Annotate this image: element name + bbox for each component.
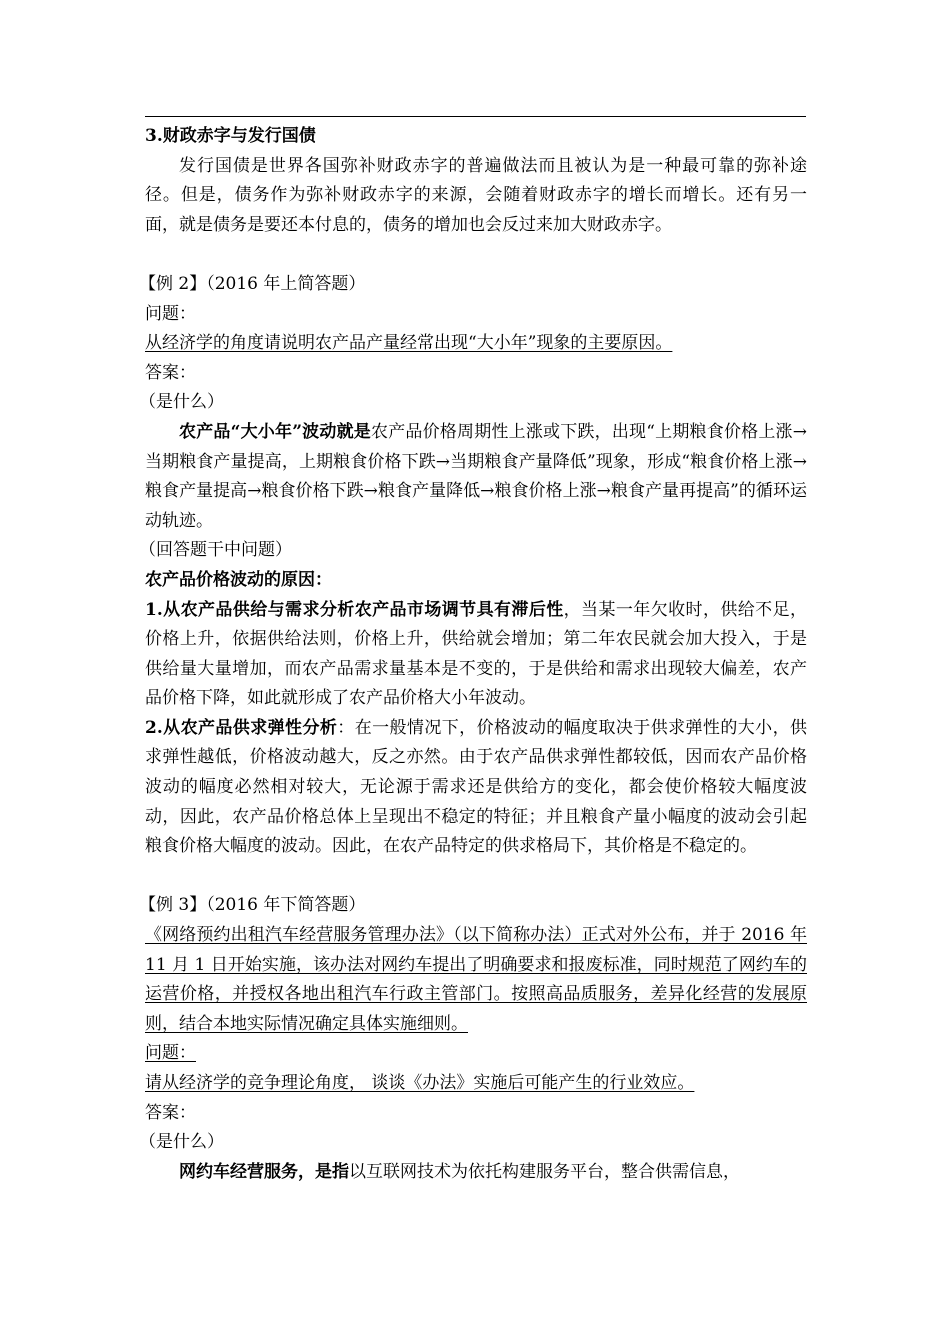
example-3-definition-term: 网约车经营服务，是指 — [179, 1161, 349, 1182]
example-3-definition — [145, 1158, 807, 1188]
example-2-reasons-heading: 农产品价格波动的原因： — [145, 569, 332, 590]
example-2-reason-2-title: 2.从农产品供求弹性分析 — [145, 717, 338, 738]
example-3-question-text: 请从经济学的竞争理论角度， 谈谈《办法》实施后可能产生的行业效应。 — [145, 1073, 695, 1093]
document-body — [139, 122, 808, 1187]
section-heading: 3.财政赤字与发行国债 — [145, 126, 316, 146]
example-3-question-label — [145, 1039, 807, 1069]
example-2-reason-1-title: 1.从农产品供给与需求分析农产品市场调节具有滞后性 — [145, 599, 564, 620]
example-2-question-text: 从经济学的角度请说明农产品产量经常出现“大小年”现象的主要原因。 — [145, 333, 673, 354]
example-3-material — [145, 921, 807, 1039]
example-2-reason-2 — [145, 714, 807, 862]
section-body: 发行国债是世界各国弥补财政赤字的普遍做法而且被认为是一种最可靠的弥补途径。但是，债务作为弥补财政赤字的来源，会随着财政赤字的增长而增长。还有另一面，就是债务是要还本付息的，债务的增加也会反过来加大财政赤字。 — [145, 155, 807, 235]
example-2-question — [145, 329, 807, 359]
example-3-answer-label: 答案： — [145, 1102, 196, 1123]
example-2-definition-term: 农产品“大小年”波动就是 — [179, 421, 371, 442]
example-3-title: 【例 3】（2016 年下简答题） — [139, 895, 366, 916]
example-3-question — [145, 1069, 807, 1099]
example-2-reason-1 — [145, 596, 807, 714]
example-2-answer-q-label: （回答题干中问题） — [139, 540, 292, 561]
example-3-definition-text: 以互联网技术为依托构建服务平台，整合供需信息， — [349, 1161, 740, 1182]
example-2-definition-text: 农产品价格周期性上涨或下跌，出现“上期粮食价格上涨→当期粮食产量提高，上期粮食价格下跌→当期粮食产量降低”现象，形成“粮食价格上涨→粮食产量提高→粮食价格下跌→粮食产量降低→粮食价格上涨→粮食产量再提高”的循环运动轨迹。 — [145, 421, 808, 531]
example-2-question-label: 问题： — [145, 303, 196, 324]
example-3-what-label: （是什么） — [139, 1132, 224, 1153]
example-2-title: 【例 2】（2016 年上简答题） — [139, 273, 366, 294]
example-3-question-label-text: 问题： — [145, 1043, 196, 1064]
example-2-answer-label: 答案： — [145, 362, 196, 383]
header-rule — [145, 116, 806, 117]
example-2-reason-2-text: ：在一般情况下，价格波动的幅度取决于供求弹性的大小，供求弹性越低，价格波动越大，反之亦然。由于农产品供求弹性都较低，因而农产品价格波动的幅度必然相对较大，无论源于需求还是供给方的变化，都会使价格较大幅度波动，因此，农产品价格总体上呈现出不稳定的特征；并且粮食产量小幅度的波动会引起粮食价格大幅度的波动。因此，在农产品特定的供求格局下，其价格是不稳定的。 — [145, 717, 807, 857]
example-3-material-text: 《网络预约出租汽车经营服务管理办法》（以下简称办法）正式对外公布，并于 2016 年 11 月 1 日开始实施，该办法对网约车提出了明确要求和报废标准，同时规范了网约车的运营价格，并授权各地出租汽车行政主管部门。按照高品质服务，差异化经营的发展原则，结合本地实际情况确定具体实施细则。 — [145, 925, 807, 1034]
example-2-what-label: （是什么） — [139, 392, 224, 413]
example-2-reason-1-text: ，当某一年欠收时，供给不足，价格上升，依据供给法则，价格上升，供给就会增加；第二年农民就会加大投入，于是供给量大量增加，而农产品需求量基本是不变的，于是供给和需求出现较大偏差，农产品价格下降，如此就形成了农产品价格大小年波动。 — [145, 599, 807, 709]
spacer — [145, 862, 807, 892]
spacer — [145, 240, 807, 270]
example-2-definition — [145, 418, 807, 536]
